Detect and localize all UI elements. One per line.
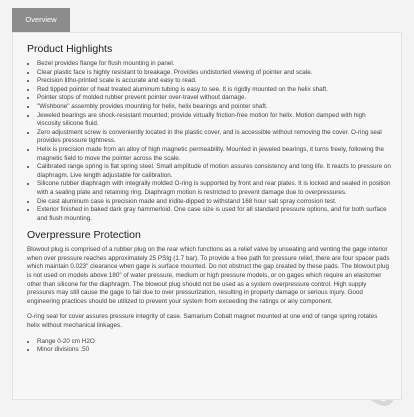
section-title: Overpressure Protection [27,229,141,242]
list-item: • Red tipped pointer of heat treated aluminum tubing is easy to see. It is rigidly mounted on the helix shaft. [37,86,391,95]
list-item: • Die cast aluminum case is precision made and iridite-dipped to withstand 168 hour salt spray corrosion test. [37,198,391,207]
specs-list [27,338,391,355]
tab-content-panel [12,32,402,400]
list-item: • Exterior finished in baked dark gray hammerloid. One case size is used for all standard pressure options, and for both surface and flush mounting. [37,206,391,223]
paragraph: Blowout plug is comprised of a rubber plug on the rear which functions as a relief valve by unseating and venting the gage interior when over pressure reaches approximately 25 PSIg (1.7 bar). To provide a free path for pressure relief, there are four spacer pads which maintain 0.023" clearance when gage is surface mounted. Do not obstruct the gap created by these pads. The blowout plug is not used on models above 180" of water pressure, medium or high pressure models, or on gages which require an elastomer other than silicone for the diaphragm. The blowout plug should not be used as a system overpressure control. High supply pressures may still cause the gage to fail due to over pressurization, resulting in property damage or serious injury. Good engineering practices should be utilized to prevent your system from exceeding the ratings or any component. [27,246,390,305]
list-item: • Bezel provides flange for flush mounting in panel. [37,60,391,69]
paragraph: O-ring seal for cover assures pressure integrity of case. Samarium Cobalt magnet mounted at one end of range spring rotates helix without mechanical linkages. [27,313,378,330]
tab-overview[interactable]: Overview [12,8,70,32]
highlights-list [27,60,391,223]
list-item: • Zero adjustment screw is conveniently located in the plastic cover, and is accessible without removing the cover. O-ring seal provides pressure tightness. [37,129,391,146]
list-item: • Calibrated range spring is flat spring steel. Small amplitude of motion assures consistency and long life. It reacts to pressure on diaphragm. Live length adjustable for calibration. [37,163,391,180]
list-item: • Pointer stops of molded rubber prevent pointer over-travel without damage. [37,94,391,103]
list-item: • Silicone rubber diaphragm with integrally molded O-ring is supported by front and rear plates. It is locked and sealed in position with a sealing plate and retaining ring. Diaphragm motion is restricted to prevent damage due to overpressures. [37,180,391,197]
tab-bar [12,6,404,32]
list-item: • Jeweled bearings are shock-resistant mounted; provide virtually friction-free motion for helix. Motion damped with high viscosity silicone fluid. [37,112,391,129]
section-title: Product Highlights [27,43,113,55]
list-item: • Helix is precision made from an alloy of high magnetic permeability. Mounted in jeweled bearings, it turns freely, following the magnetic field to move the pointer across the scale. [37,146,391,163]
list-item: • Range 0-20 cm H2O [37,338,391,347]
list-item: • "Wishbone" assembly provides mounting for helix, helix bearings and pointer shaft. [37,103,391,112]
list-item: • Precision litho-printed scale is accurate and easy to read. [37,77,391,86]
list-item: • Minor divisions .50 [37,346,391,355]
list-item: • Clear plastic face is highly resistant to breakage. Provides undistorted viewing of pointer and scale. [37,69,391,78]
